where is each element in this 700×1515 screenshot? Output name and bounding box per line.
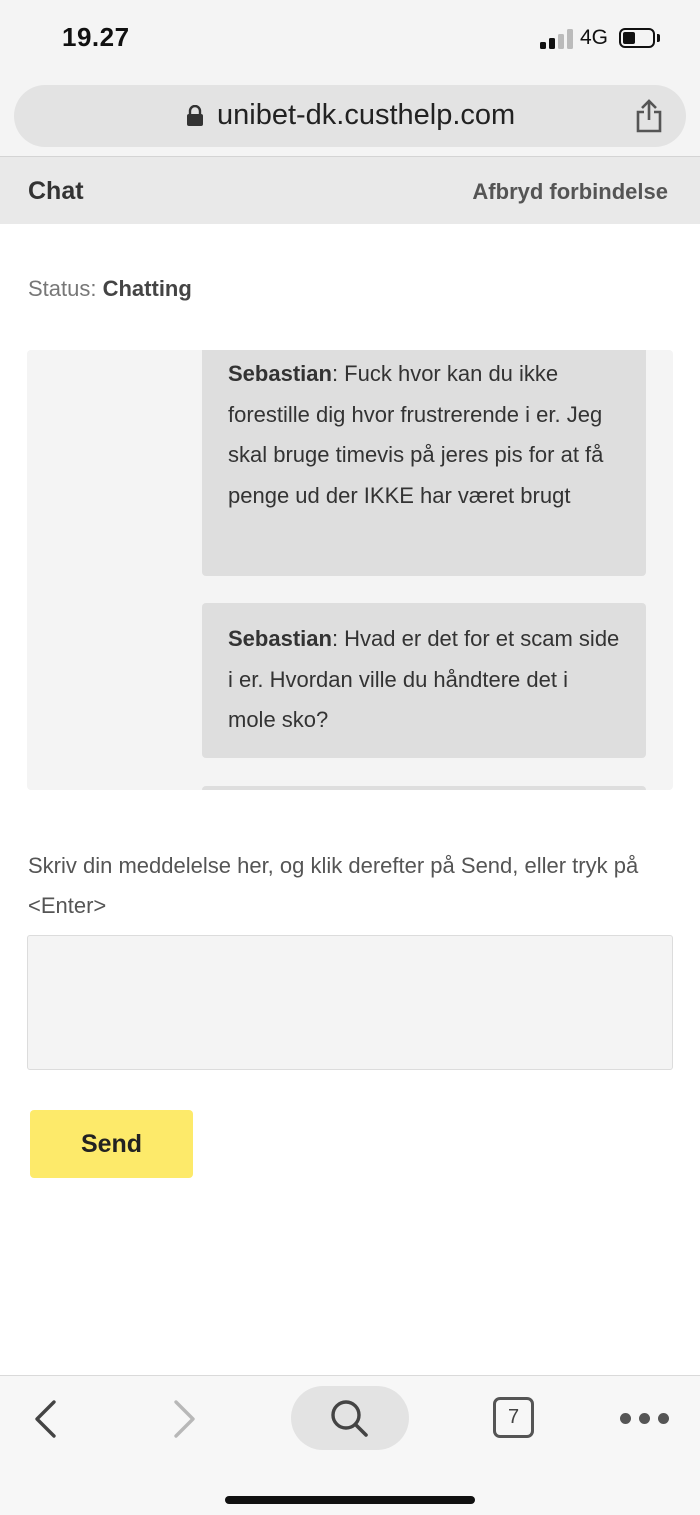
chat-message: Sebastian: Hvad er det for et scam side i er. Hvordan ville du håndtere det i mole sko?	[202, 603, 646, 758]
page-title: Chat	[28, 177, 84, 205]
message-text: Hvad er det for et scam side i er. Hvordan ville du håndtere det i mole sko?	[228, 626, 620, 732]
chat-status	[28, 276, 192, 302]
search-icon	[329, 1398, 371, 1440]
send-button[interactable]: Send	[30, 1110, 193, 1178]
clock-time: 19.27	[62, 22, 130, 52]
chat-message: Sebastian: Fuck hvor kan du ikke forestille dig hvor frustrerende i er. Jeg skal bruge timevis på jeres pis for at få penge ud der IKKE har været brugt	[202, 350, 646, 576]
url-text: unibet-dk.custhelp.com	[217, 99, 516, 131]
chat-message-partial	[202, 786, 646, 790]
home-indicator	[225, 1496, 475, 1504]
browser-address-area	[0, 78, 700, 156]
browser-toolbar	[0, 1375, 700, 1515]
tabs-button[interactable]: 7	[493, 1397, 534, 1438]
battery-cap	[657, 34, 660, 42]
back-icon[interactable]	[30, 1398, 60, 1440]
lock-icon	[186, 105, 204, 127]
more-icon[interactable]	[620, 1413, 670, 1425]
chat-header	[0, 156, 700, 224]
share-icon[interactable]	[634, 98, 664, 134]
forward-icon[interactable]	[170, 1398, 200, 1440]
status-label: Status:	[28, 276, 97, 301]
battery-icon	[619, 28, 655, 48]
compose-instructions: Skriv din meddelelse her, og klik derefter på Send, eller tryk på <Enter>	[28, 853, 639, 918]
signal-icon	[540, 29, 574, 49]
address-bar[interactable]	[14, 85, 686, 147]
search-button[interactable]	[291, 1386, 409, 1450]
message-author: Sebastian	[228, 626, 332, 651]
network-type: 4G	[580, 26, 609, 49]
status-value: Chatting	[102, 276, 192, 301]
message-text: Fuck hvor kan du ikke forestille dig hvor frustrerende i er. Jeg skal bruge timevis på jeres pis for at få penge ud der IKKE har været brugt	[228, 361, 604, 508]
disconnect-link[interactable]: Afbryd forbindelse	[472, 179, 668, 204]
ios-status-bar	[0, 0, 700, 78]
chat-transcript[interactable]	[27, 350, 673, 790]
message-input[interactable]	[27, 935, 673, 1070]
message-author: Sebastian	[228, 361, 332, 386]
